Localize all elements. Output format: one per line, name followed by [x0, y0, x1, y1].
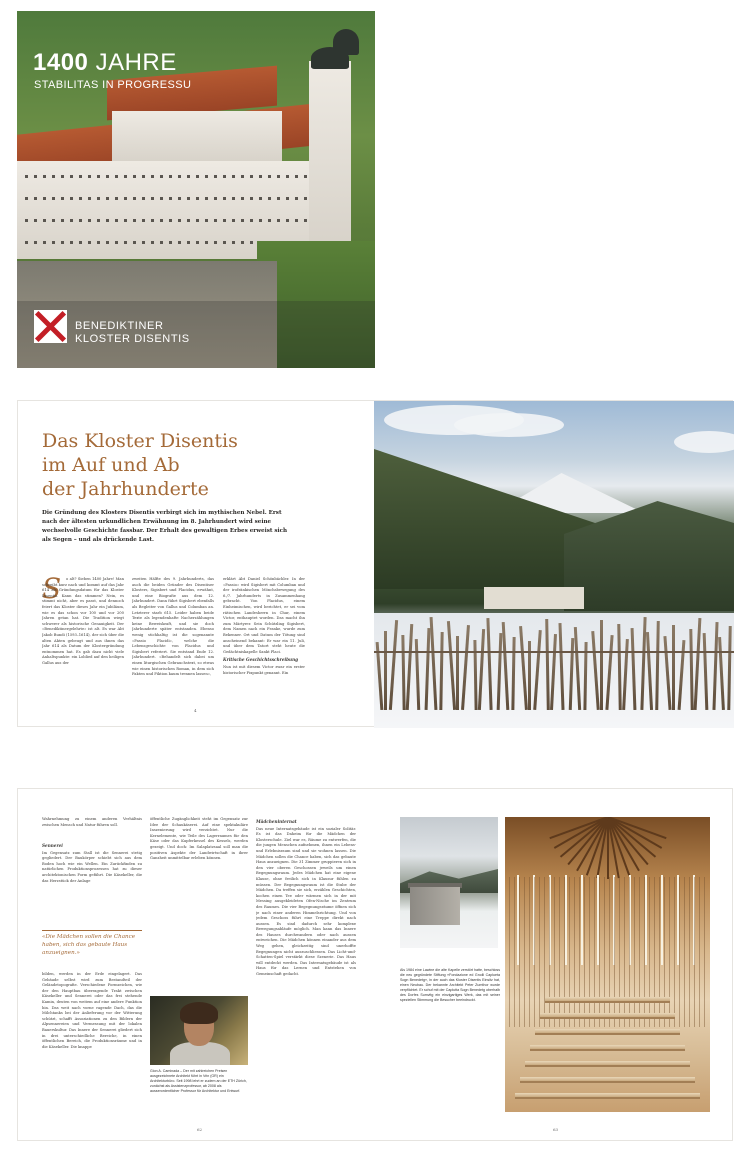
fence-post [533, 630, 542, 710]
portrait-caption: Gion A. Caminada – Der mit zahlreichen Preisen ausgezeichnete Architekt führt in Vrin (GR) ein Architekturbüro. Seit 1998 lehrt er zudem an der ETH Zürich, zunächst als Assistenzprofessor, ab 2008 als ausserordentlicher Professor für Architektur und Entwurf. [150, 1069, 247, 1093]
cover-shade [17, 301, 375, 368]
cover-page [17, 11, 375, 368]
fence-post [511, 637, 515, 710]
wall-stave [559, 877, 560, 1027]
tower-dome-left [333, 29, 359, 55]
fence-rail [374, 651, 734, 653]
fence-post [545, 619, 550, 710]
fence-post [439, 632, 443, 710]
column-2: zweiten Hälfte des 9. Jahrhunderts, das auch die beiden Gründer des Disentiser Klosters, Sigisbert und Placidus, erwähnt, und eine Biografie aus dem 12. Jahrhundert. Dann führt Sigisbert ebenfalls als Begleiter von Gallus und Columban an. Letzterer starb 615. Leider haben beide Texte als legendenhafte Nacherzählungen keine Beweiskraft, und sie doch Jahrhunderte später entstanden. Ebenso wenig stichhaltig ist die sogenannte «Passio Placidi», welche die Lebensgeschichte von Placidus und Sigisbert referiert. Sie entstand Ende 12. Jahrhundert. «Behandelt sich dabei um einen liturgischen Gebrauchstext, so etwas wie einen historischen Roman, in dem sich Fakten und Fiktion kaum trennen lassen», [132, 577, 214, 677]
wall-stave [664, 877, 665, 1027]
wall-stave [599, 877, 600, 1027]
cover-title: 1400 JAHRE [33, 49, 177, 76]
window-strip [581, 875, 583, 965]
fence-post [574, 627, 581, 710]
fence-post [486, 618, 492, 710]
fence-post [631, 628, 637, 710]
wall-stave [589, 877, 590, 1027]
wall-stave [554, 877, 555, 1027]
chapel-interior-photo [505, 817, 710, 1112]
fence-post [569, 638, 575, 710]
wall-stave [679, 877, 680, 1027]
column-1-bottom: bilden, werden in der Erde eingelagert. Das Gebäude selbst wird zum Bestandteil der Geländetopografie. Verschiedene Formzeichen, wie der den Hauptbau überragende Trakt zwischen Käsekeller und Sennerei oder das frei stehende Kamin, deuten von weitem auf eine andere Funktion hin. Das weit nach vorne ragende Dach, das die Milchtanks bei der Anlieferung vor der Witterung schützt, schafft Assoziationen zu den Bildern der Alpsennereien und Vermessung mit der lokalen Bauerskultur. Das Innere der Sennerei gliedert sich in drei unterschiedliche Bereiche, in einen öffentlichen Bereich, die Produktionsräume und in die Käsekeller. Die knappe [42, 972, 142, 1049]
tower-right [309, 61, 351, 241]
wall-stave [649, 877, 650, 1027]
wall-stave [654, 877, 655, 1027]
wall-stave [549, 877, 550, 1027]
wall-stave [564, 877, 565, 1027]
cross-logo-icon [34, 310, 67, 343]
column-3: erklärt Abt Daniel Schönbächler. In der «Passio» wird Sigisbert mit Columban und der irofränkischen Mönchsbewegung des 6./7. Jahrhunderts in Zusammenhang gebracht. Von Placidus, einem Einheimischen, wird berichtet, er sei vom rätischen Landesherrn in Chur, einem Victor, enthauptet worden. Das macht ihn zum Märtyrer. Sein Schützling Sigisbert, dem Namen nach ein Franke, wurde zum Bekenner. Ort und Datum der Tötung sind anscheinend bekannt: Er war ein 11. Juli, und über dem Tatort steht heute die Gedächtniskapelle Sankt Placi. Kritische Geschichtsschreibung Nun ist mit diesem Victor zwar ein erster historischer Fixpunkt genannt. Ein [223, 577, 305, 675]
window-strip [565, 875, 567, 965]
wall-stave [624, 877, 625, 1027]
wall-stave [579, 877, 580, 1027]
wall-stave [529, 877, 530, 1027]
wall-stave [634, 877, 635, 1027]
wall-stave [604, 877, 605, 1027]
architect-portrait [150, 996, 248, 1065]
fence-post [415, 639, 420, 710]
column-1: o alt? Sieben 1400 Jahre! Man schreibt kurz nach und kommt auf das Jahr 614 als Gründungsdatum für das Kloster Disentis. Kann das stimmen? Nein, es stimmt nicht, aber es passt, und dennoch feiert das Kloster dieses Jahr ein Jubiläum, wie es das schon vor 100 und vor 200 Jahren getan hat. Die Tradition wiegt schwerer als historische Genauigkeit. Der «Benediktinergelehrte» ist alt. Es war Abt Jakob Bundi (1593–1614), der sich über die alten Akten gebeugt und aus ihnen das Jahr 614 als Datum der Klostergründung entnommen hat. Es gab dazu nicht viele Anhaltspunkte: ein Loblied auf den heiligen Gallus aus der [42, 577, 124, 665]
cover-brand-line1: BENEDIKTINER [75, 320, 164, 332]
cover-subtitle: STABILITAS IN PROGRESSU [34, 79, 192, 91]
cover-brand-line2: KLOSTER DISENTIS [75, 333, 190, 345]
photo-caption: Schutzes Stück, das gewaltige Erbe erhalten; Blick über den Klosterhof; Das Kloster, Schnee und der hohe Zaun des Gemeindezauns. [266, 705, 363, 719]
fence-post [646, 632, 653, 710]
fence-post [425, 628, 431, 710]
fence-post [430, 617, 438, 710]
spread-history [17, 400, 733, 727]
column-3: Mädcheninternat Das neue Internatsgebäude ist ein sozialer Solitär. Es ist das Daheim für die Mädchen der Klosterschule. Ziel war es, Räume zu entwerfen, die die jungen Menschen aufnehmen, ihnen ein Lebens- und Erlebnisraum sind und sie wohnen lassen. Die Mädchen sollen die Chance haben, sich das gebaute Haus anzueignen. Die 31 Zimmer gruppieren sich in den vier oberen Geschossen jeweils um einen Begegnungsraum. Jedes Mädchen hat eine eigene Klause, ohne freilich sich in Klausur fühlen zu müssen. Der Begegnungsraum ist die Stube der Mädchen. Da treffen sie sich, erzählen Geschichten, kochen einen Tee oder wärmen sich in der mit Messing ausgekleideten Ofen-Nische im Zentrum des Raumes. Die vier Begegnungsräume öffnen sich je nach einer anderen Himmelsrichtung. Und von jedem Geschoss führt eine Treppe direkt nach aussen. Es sind dadurch sehr komplexe Bewegungsabläufe möglich. Man kann das Innere des Hauses durchwandern oder nach aussen entweichen. Die Mädchen können einander aus dem Weg gehen, gleichzeitig sind unerhoffte Begegnungen nicht auszuschliessen. Das Licht-und-Schatten-Spiel verstärkt diese Szenerie. Das Haus will entdeckt werden. Das Internatsgebäude ist als Haus für das Lernen und Entstehen von Gemeinschaft gedacht. [256, 819, 356, 977]
chapel-pew [520, 1077, 695, 1083]
fence-post [461, 625, 470, 710]
article-title: Das Kloster Disentis im Auf und Ab der Jahrhunderte [42, 430, 238, 500]
page-number: 4 [194, 708, 197, 713]
fence-post [640, 617, 646, 710]
fence-post [605, 635, 613, 710]
wall-stave [644, 877, 645, 1027]
wall-stave [614, 877, 615, 1027]
pull-quote: «Die Mädchen sollen die Chance haben, sich das gebaute Haus anzueignen.» [42, 930, 142, 957]
fence-post [591, 631, 600, 710]
fence-post [389, 620, 398, 710]
wall-stave [584, 877, 585, 1027]
fence-post [478, 629, 485, 710]
fence-post [663, 636, 671, 710]
fence-post [672, 625, 675, 710]
column-1-top: Wahrnehmung zu einem anderen Verhältnis zwischen Mensch und Natur führen soll. [42, 817, 142, 827]
wall-stave [569, 877, 570, 1027]
chapel-pew [525, 1061, 690, 1067]
wall-stave [619, 877, 620, 1027]
wall-stave [674, 877, 675, 1027]
fence-post [447, 621, 456, 710]
church-wall [112, 111, 282, 161]
wall-stave [629, 877, 630, 1027]
wall-stave [539, 877, 540, 1027]
fence-post [497, 633, 503, 710]
wall-stave [639, 877, 640, 1027]
column-2: öffentliche Zugänglichkeit steht im Gegensatz zur Idee der Schaukäserei. Auf eine spektakuläre Inszenierung wird verzichtet. Nur die Kernelemente, wie Teile des Lagerraumes für den Käse oder das Kupferkessel des Kessels, werden gezeigt. Und doch: Im Salaplatzsaal soll man die positiven Aspekte der Landwirtschaft in ihrer Ganzheit unmittelbar erleben können. [150, 817, 248, 861]
spread-architecture [17, 788, 733, 1141]
chapel-pew [545, 997, 670, 1003]
chapel-building [410, 887, 460, 925]
page-number-left: 62 [197, 1127, 203, 1132]
landscape-photo [374, 401, 734, 728]
fence-post [694, 618, 702, 710]
fence-post [401, 635, 405, 710]
chapel-pew [515, 1093, 700, 1099]
fence-post [550, 634, 557, 710]
fence-post [519, 626, 528, 710]
fence-post [655, 621, 660, 710]
wall-stave [524, 877, 525, 1027]
fence-post [456, 636, 459, 710]
wall-stave [704, 877, 705, 1027]
chapel-pew [535, 1029, 680, 1035]
fence-post [712, 622, 718, 710]
chapel-pew [530, 1045, 685, 1051]
wall-stave [689, 877, 690, 1027]
fence-post [727, 626, 731, 710]
wall-stave [699, 877, 700, 1027]
wall-stave [594, 877, 595, 1027]
fence-post [703, 633, 709, 710]
wall-stave [684, 877, 685, 1027]
article-lead: Die Gründung des Klosters Disentis verbirgt sich im mythischen Nebel. Erst nach der ältesten urkundlichen Erwähnung im 8. Jahrhundert wird seine wechselvolle Geschichte fassbar. Der Erhalt des gewaltigen Erbes erweist sich als Segen – und als drückende Last. [42, 510, 288, 543]
subheading-internat: Mädcheninternat [256, 819, 297, 824]
fence-post [384, 631, 387, 710]
chapel-pew [540, 1013, 675, 1019]
chapel-caption: Als 1984 eine Lawine die alte Kapelle zerstört hatte, beschloss die neu gegründete Stiftung «Fondazione ed Gnolli Caplueta Sogn Benedetg», in der auch das Kloster Disentis Einsitz hat, einen Neubau. Der bekannte Architekt Peter Zumthor wurde verpflichtet. Er schuf mit der Caplutta Sogn Benedetg oberhalb des Dorfes Sumvitg ein einzigartiges Werk, das mit seiner speziellen Stimmung die Besucher beeindruckt. [400, 968, 500, 1002]
fence-post [600, 620, 603, 710]
chapel-exterior-photo [400, 817, 498, 948]
wall-stave [514, 877, 515, 1027]
window-strip [645, 875, 647, 965]
page-number-right: 63 [553, 1127, 559, 1132]
wall-stave [544, 877, 545, 1027]
fence-post [558, 623, 564, 710]
wall-stave [659, 877, 660, 1027]
fence-post [502, 622, 510, 710]
fence-post [689, 629, 693, 710]
fence-post [406, 624, 413, 710]
fence-post [718, 637, 725, 710]
wall-stave [574, 877, 575, 1027]
wooden-fence [374, 401, 734, 728]
column-1-sennerei: Sennerei Im Gegensatz zum Stall ist die Sennerei stetig gegliedert. Der Baukörper schiebt sich aus dem Boden hoch wie ein Wellen. Ein Zurückfinden zu natürlichen Produktionsprozessen hat zu dieser architektonischen Form geführt. Die Käsekeller, die das Herzstück der Anlage [42, 843, 142, 883]
wall-stave [694, 877, 695, 1027]
fence-post [617, 624, 622, 710]
wall-stave [609, 877, 610, 1027]
wall-stave [669, 877, 670, 1027]
wall-stave [534, 877, 535, 1027]
fence-post [622, 639, 629, 710]
wall-stave [519, 877, 520, 1027]
wall-stave [509, 877, 510, 1027]
window-strip [661, 875, 663, 965]
drop-cap: S [42, 572, 62, 605]
subheading: Kritische Geschichtsschreibung [223, 657, 299, 663]
subheading-sennerei: Sennerei [42, 843, 63, 848]
